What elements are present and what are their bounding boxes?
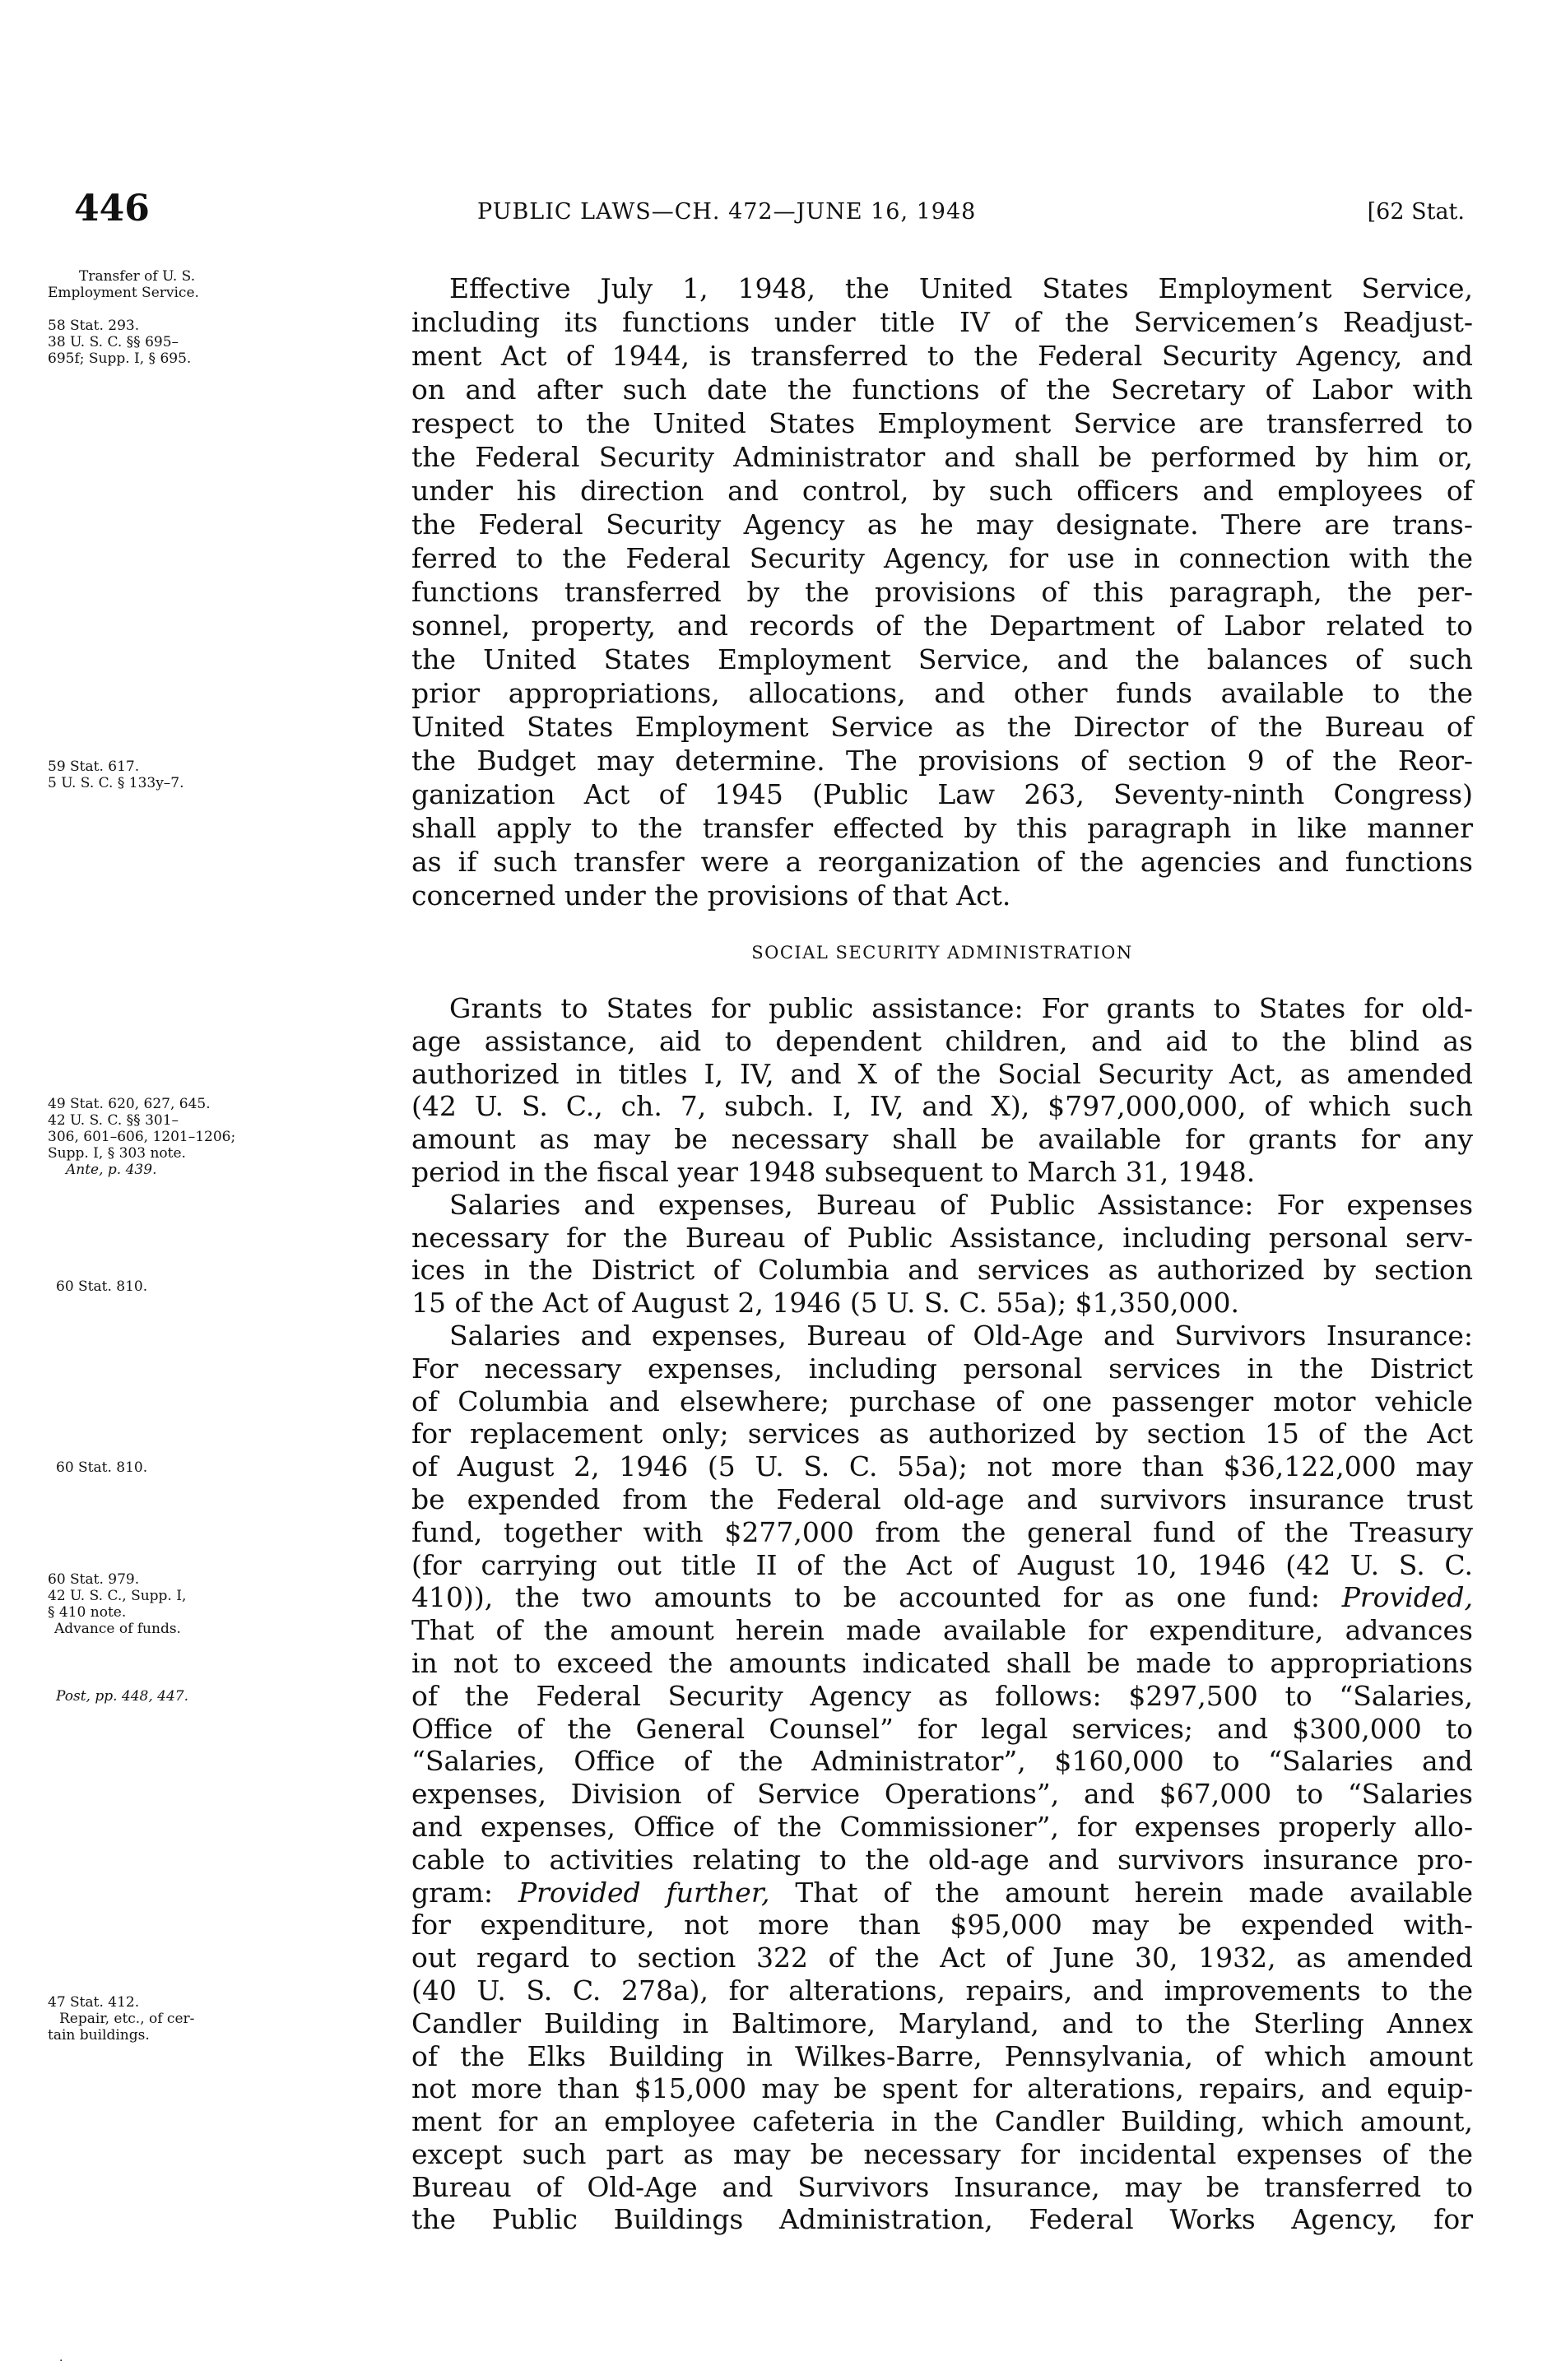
text-line: including its functions under title IV of the Servicemen’s Readjust- <box>411 306 1473 338</box>
text-line: cable to activities relating to the old-age and survivors insurance pro- <box>411 1843 1473 1876</box>
text-line: authorized in titles I, IV, and X of the Social Security Act, as amended <box>411 1057 1473 1090</box>
text-line: (for carrying out title II of the Act of August 10, 1946 (42 U. S. C. <box>411 1548 1473 1581</box>
text-line: the Federal Security Administrator and shall be performed by him or, <box>411 441 1473 473</box>
margin-note: 60 Stat. 810. <box>56 1459 148 1476</box>
text-line: sonnel, property, and records of the Department of Labor related to <box>411 610 1473 642</box>
text-line: of August 2, 1946 (5 U. S. C. 55a); not more than $36,122,000 may <box>411 1450 1473 1483</box>
text-line: of the Federal Security Agency as follows: $297,500 to “Salaries, <box>411 1679 1473 1712</box>
text-line: ment Act of 1944, is transferred to the Federal Security Agency, and <box>411 340 1473 372</box>
margin-note: 49 Stat. 620, 627, 645. 42 U. S. C. §§ 301– 306, 601–606, 1201–1206; Supp. I, § 303 note. Ante, p. 439. <box>48 1096 236 1178</box>
section-heading: SOCIAL SECURITY ADMINISTRATION <box>751 943 1133 963</box>
text-line: except such part as may be necessary for incidental expenses of the <box>411 2137 1473 2170</box>
text-line: on and after such date the functions of the Secretary of Labor with <box>411 373 1473 406</box>
text-line: concerned under the provisions of that Act. <box>411 879 1011 912</box>
text-line: for expenditure, not more than $95,000 may be expended with- <box>411 1909 1473 1942</box>
text-line: prior appropriations, allocations, and other funds available to the <box>411 677 1473 709</box>
text-line: as if such transfer were a reorganization of the agencies and functions <box>411 846 1473 878</box>
text-line: “Salaries, Office of the Administrator”, $160,000 to “Salaries and <box>411 1745 1473 1778</box>
text-line: Salaries and expenses, Bureau of Old-Age and Survivors Insurance: <box>449 1319 1473 1352</box>
text-line: ferred to the Federal Security Agency, for use in connection with the <box>411 542 1473 574</box>
text-line: for replacement only; services as authorized by section 15 of the Act <box>411 1417 1473 1450</box>
text-line: shall apply to the transfer effected by this paragraph in like manner <box>411 812 1473 844</box>
proviso: Provided further, <box>518 1876 770 1909</box>
page-header <box>74 188 1465 237</box>
text-line: necessary for the Bureau of Public Assistance, including personal serv- <box>411 1221 1473 1254</box>
text-line: (40 U. S. C. 278a), for alterations, repairs, and improvements to the <box>411 1974 1473 2007</box>
text-line: under his direction and control, by such officers and employees of <box>411 475 1473 507</box>
margin-note: Transfer of U. S. Employment Service. <box>48 268 199 301</box>
text-line: Bureau of Old-Age and Survivors Insurance, may be transferred to <box>411 2170 1473 2203</box>
text-line: out regard to section 322 of the Act of June 30, 1932, as amended <box>411 1942 1473 1974</box>
text-line: ment for an employee cafeteria in the Candler Building, which amount, <box>411 2105 1473 2138</box>
margin-note: Post, pp. 448, 447. <box>56 1688 189 1705</box>
page-mark: · <box>59 2354 63 2368</box>
text-line: expenses, Division of Service Operations”, and $67,000 to “Salaries <box>411 1778 1473 1811</box>
margin-note: 59 Stat. 617. 5 U. S. C. § 133y–7. <box>48 759 184 791</box>
text-line: the Federal Security Agency as he may designate. There are trans- <box>411 508 1473 540</box>
text-line: period in the fiscal year 1948 subsequent to March 31, 1948. <box>411 1155 1256 1188</box>
text-line: in not to exceed the amounts indicated shall be made to appropriations <box>411 1646 1473 1679</box>
text-line: 15 of the Act of August 2, 1946 (5 U. S. C. 55a); $1,350,000. <box>411 1287 1239 1320</box>
text-line: Office of the General Counsel” for legal services; and $300,000 to <box>411 1712 1473 1745</box>
text-line: amount as may be necessary shall be available for grants for any <box>411 1123 1473 1156</box>
text-line: the Budget may determine. The provisions of section 9 of the Reor- <box>411 745 1473 777</box>
margin-note: 60 Stat. 810. <box>56 1278 148 1295</box>
text-line: be expended from the Federal old-age and survivors insurance trust <box>411 1482 1473 1515</box>
appropriations-text <box>411 992 1473 2236</box>
text-line: of the Elks Building in Wilkes-Barre, Pennsylvania, of which amount <box>411 2039 1473 2072</box>
text-line: gram: Provided further, That of the amount herein made available <box>411 1876 1473 1909</box>
text-line: and expenses, Office of the Commissioner”, for expenses properly allo- <box>411 1810 1473 1843</box>
transfer-paragraph <box>411 271 1473 912</box>
text-line: For necessary expenses, including personal services in the District <box>411 1352 1473 1385</box>
text-line: Salaries and expenses, Bureau of Public Assistance: For expenses <box>449 1188 1473 1221</box>
page-number: 446 <box>74 188 150 230</box>
text-line: the Public Buildings Administration, Federal Works Agency, for <box>411 2203 1473 2236</box>
text-line: That of the amount herein made available for expenditure, advances <box>411 1614 1473 1647</box>
text-line: ices in the District of Columbia and services as authorized by section <box>411 1254 1473 1287</box>
text-line: (42 U. S. C., ch. 7, subch. I, IV, and X), $797,000,000, of which such <box>411 1090 1473 1123</box>
text-line: the United States Employment Service, and the balances of such <box>411 643 1473 675</box>
text-line: fund, together with $277,000 from the general fund of the Treasury <box>411 1515 1473 1548</box>
text-line: Grants to States for public assistance: For grants to States for old- <box>449 992 1473 1024</box>
margin-note: 60 Stat. 979. 42 U. S. C., Supp. I, § 410 note. Advance of funds. <box>48 1571 187 1637</box>
text-line: United States Employment Service as the Director of the Bureau of <box>411 711 1473 743</box>
text-line: age assistance, aid to dependent children, and aid to the blind as <box>411 1024 1473 1057</box>
running-head: PUBLIC LAWS—CH. 472—JUNE 16, 1948 <box>477 199 977 225</box>
text-line: respect to the United States Employment Service are transferred to <box>411 407 1473 439</box>
proviso: Provided, <box>1341 1581 1473 1614</box>
text-line: not more than $15,000 may be spent for alterations, repairs, and equip- <box>411 2072 1473 2105</box>
margin-note: 58 Stat. 293. 38 U. S. C. §§ 695– 695f; Supp. I, § 695. <box>48 318 192 367</box>
text-line: 410)), the two amounts to be accounted for as one fund: Provided, <box>411 1581 1473 1614</box>
margin-note: 47 Stat. 412. Repair, etc., of cer- tain buildings. <box>48 1994 195 2044</box>
statute-reference: [62 Stat. <box>1367 199 1465 225</box>
text-line: of Columbia and elsewhere; purchase of one passenger motor vehicle <box>411 1385 1473 1417</box>
text-line: Candler Building in Baltimore, Maryland, and to the Sterling Annex <box>411 2007 1473 2039</box>
text-line: functions transferred by the provisions of this paragraph, the per- <box>411 576 1473 608</box>
text-line: Effective July 1, 1948, the United States Employment Service, <box>449 272 1473 304</box>
text-line: ganization Act of 1945 (Public Law 263, Seventy-ninth Congress) <box>411 778 1473 810</box>
